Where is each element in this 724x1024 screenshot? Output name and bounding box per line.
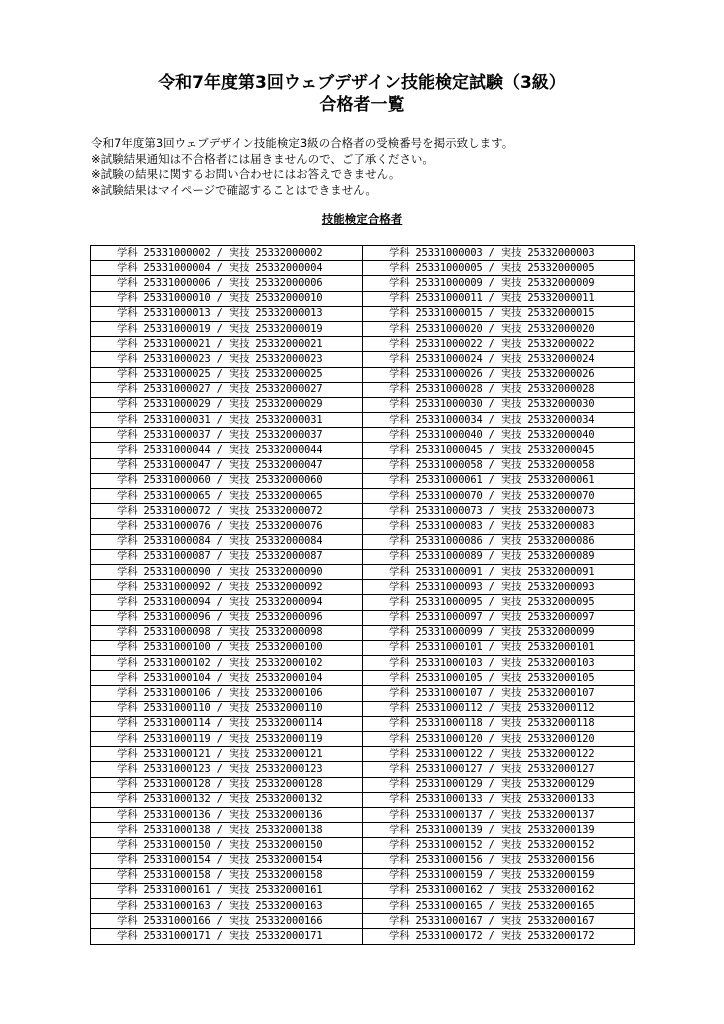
table-row: [91, 671, 635, 686]
passer-number-cell: 学科 25331000128 / 実技 25332000128: [91, 777, 363, 792]
passer-number-cell: 学科 25331000073 / 実技 25332000073: [363, 504, 635, 519]
table-row: [91, 868, 635, 883]
passer-number-cell: 学科 25331000076 / 実技 25332000076: [91, 519, 363, 534]
passer-number-cell: 学科 25331000070 / 実技 25332000070: [363, 489, 635, 504]
passer-number-cell: 学科 25331000110 / 実技 25332000110: [91, 701, 363, 716]
notice-list: [91, 136, 513, 198]
passer-number-cell: 学科 25331000167 / 実技 25332000167: [363, 914, 635, 929]
table-row: [91, 321, 635, 336]
passer-number-cell: 学科 25331000009 / 実技 25332000009: [363, 276, 635, 291]
passer-number-cell: 学科 25331000156 / 実技 25332000156: [363, 853, 635, 868]
table-row: [91, 777, 635, 792]
table-row: [91, 686, 635, 701]
table-row: [91, 549, 635, 564]
passer-number-cell: 学科 25331000060 / 実技 25332000060: [91, 473, 363, 488]
table-row: [91, 291, 635, 306]
passer-number-cell: 学科 25331000094 / 実技 25332000094: [91, 595, 363, 610]
table-heading: 技能検定合格者: [321, 212, 403, 226]
table-row: [91, 929, 635, 944]
table-heading-wrap: [0, 212, 724, 227]
passer-number-cell: 学科 25331000025 / 実技 25332000025: [91, 367, 363, 382]
passer-number-cell: 学科 25331000037 / 実技 25332000037: [91, 428, 363, 443]
passer-number-cell: 学科 25331000106 / 実技 25332000106: [91, 686, 363, 701]
table-row: [91, 413, 635, 428]
passer-number-cell: 学科 25331000040 / 実技 25332000040: [363, 428, 635, 443]
passer-number-cell: 学科 25331000159 / 実技 25332000159: [363, 868, 635, 883]
passer-number-cell: 学科 25331000105 / 実技 25332000105: [363, 671, 635, 686]
passer-number-cell: 学科 25331000031 / 実技 25332000031: [91, 413, 363, 428]
document-title: 令和7年度第3回ウェブデザイン技能検定試験（3級）: [158, 73, 566, 93]
notice-item: ※試験結果はマイページで確認することはできません。: [91, 182, 377, 197]
table-row: [91, 564, 635, 579]
passer-number-cell: 学科 25331000102 / 実技 25332000102: [91, 656, 363, 671]
passer-number-cell: 学科 25331000161 / 実技 25332000161: [91, 883, 363, 898]
table-row: [91, 701, 635, 716]
table-row: [91, 306, 635, 321]
passer-number-cell: 学科 25331000034 / 実技 25332000034: [363, 413, 635, 428]
passer-number-cell: 学科 25331000121 / 実技 25332000121: [91, 747, 363, 762]
passer-number-cell: 学科 25331000084 / 実技 25332000084: [91, 534, 363, 549]
table-row: [91, 397, 635, 412]
table-row: [91, 504, 635, 519]
table-row: [91, 276, 635, 291]
passer-number-cell: 学科 25331000006 / 実技 25332000006: [91, 276, 363, 291]
table-row: [91, 367, 635, 382]
passer-number-cell: 学科 25331000010 / 実技 25332000010: [91, 291, 363, 306]
passer-number-cell: 学科 25331000163 / 実技 25332000163: [91, 899, 363, 914]
passer-number-cell: 学科 25331000127 / 実技 25332000127: [363, 762, 635, 777]
table-row: [91, 580, 635, 595]
table-row: [91, 610, 635, 625]
passer-number-cell: 学科 25331000099 / 実技 25332000099: [363, 625, 635, 640]
table-row: [91, 853, 635, 868]
passer-number-cell: 学科 25331000162 / 実技 25332000162: [363, 883, 635, 898]
table-row: [91, 534, 635, 549]
passer-number-cell: 学科 25331000011 / 実技 25332000011: [363, 291, 635, 306]
passer-number-cell: 学科 25331000019 / 実技 25332000019: [91, 321, 363, 336]
table-row: [91, 656, 635, 671]
passer-number-cell: 学科 25331000165 / 実技 25332000165: [363, 899, 635, 914]
passer-number-cell: 学科 25331000119 / 実技 25332000119: [91, 732, 363, 747]
table-row: [91, 473, 635, 488]
passer-number-cell: 学科 25331000132 / 実技 25332000132: [91, 792, 363, 807]
table-row: [91, 914, 635, 929]
passer-number-cell: 学科 25331000104 / 実技 25332000104: [91, 671, 363, 686]
passer-number-cell: 学科 25331000098 / 実技 25332000098: [91, 625, 363, 640]
table-row: [91, 489, 635, 504]
table-row: [91, 899, 635, 914]
passer-number-cell: 学科 25331000003 / 実技 25332000003: [363, 246, 635, 261]
passer-number-cell: 学科 25331000092 / 実技 25332000092: [91, 580, 363, 595]
passer-number-cell: 学科 25331000138 / 実技 25332000138: [91, 823, 363, 838]
passer-number-cell: 学科 25331000123 / 実技 25332000123: [91, 762, 363, 777]
table-row: [91, 838, 635, 853]
passer-number-cell: 学科 25331000030 / 実技 25332000030: [363, 397, 635, 412]
table-row: [91, 595, 635, 610]
passer-number-cell: 学科 25331000095 / 実技 25332000095: [363, 595, 635, 610]
table-row: [91, 716, 635, 731]
passer-number-cell: 学科 25331000154 / 実技 25332000154: [91, 853, 363, 868]
passer-number-cell: 学科 25331000133 / 実技 25332000133: [363, 792, 635, 807]
passer-number-cell: 学科 25331000029 / 実技 25332000029: [91, 397, 363, 412]
passer-number-cell: 学科 25331000021 / 実技 25332000021: [91, 337, 363, 352]
passer-number-cell: 学科 25331000166 / 実技 25332000166: [91, 914, 363, 929]
passer-number-cell: 学科 25331000020 / 実技 25332000020: [363, 321, 635, 336]
passer-number-cell: 学科 25331000120 / 実技 25332000120: [363, 732, 635, 747]
table-row: [91, 337, 635, 352]
passer-number-cell: 学科 25331000028 / 実技 25332000028: [363, 382, 635, 397]
passer-number-cell: 学科 25331000129 / 実技 25332000129: [363, 777, 635, 792]
table-row: [91, 732, 635, 747]
notice-item: ※試験の結果に関するお問い合わせにはお答えできません。: [91, 167, 401, 181]
table-row: [91, 519, 635, 534]
passer-number-cell: 学科 25331000087 / 実技 25332000087: [91, 549, 363, 564]
table-row: [91, 261, 635, 276]
passer-number-cell: 学科 25331000023 / 実技 25332000023: [91, 352, 363, 367]
notice-item: ※試験結果通知は不合格者には届きませんので、ご了承ください。: [91, 151, 434, 166]
table-row: [91, 458, 635, 473]
passer-number-cell: 学科 25331000015 / 実技 25332000015: [363, 306, 635, 321]
passer-number-cell: 学科 25331000058 / 実技 25332000058: [363, 458, 635, 473]
passer-number-cell: 学科 25331000045 / 実技 25332000045: [363, 443, 635, 458]
passer-number-cell: 学科 25331000027 / 実技 25332000027: [91, 382, 363, 397]
passer-number-cell: 学科 25331000065 / 実技 25332000065: [91, 489, 363, 504]
table-row: [91, 823, 635, 838]
document-subtitle: 合格者一覧: [319, 95, 405, 115]
passer-number-cell: 学科 25331000103 / 実技 25332000103: [363, 656, 635, 671]
table-row: [91, 762, 635, 777]
passer-number-cell: 学科 25331000093 / 実技 25332000093: [363, 580, 635, 595]
passer-number-cell: 学科 25331000137 / 実技 25332000137: [363, 807, 635, 822]
passer-number-cell: 学科 25331000005 / 実技 25332000005: [363, 261, 635, 276]
table-row: [91, 382, 635, 397]
passer-number-cell: 学科 25331000100 / 実技 25332000100: [91, 640, 363, 655]
passer-number-cell: 学科 25331000002 / 実技 25332000002: [91, 246, 363, 261]
table-row: [91, 640, 635, 655]
passer-number-cell: 学科 25331000072 / 実技 25332000072: [91, 504, 363, 519]
table-row: [91, 625, 635, 640]
passer-number-cell: 学科 25331000114 / 実技 25332000114: [91, 716, 363, 731]
passer-number-cell: 学科 25331000004 / 実技 25332000004: [91, 261, 363, 276]
passer-number-cell: 学科 25331000172 / 実技 25332000172: [363, 929, 635, 944]
passer-number-cell: 学科 25331000139 / 実技 25332000139: [363, 823, 635, 838]
passer-number-cell: 学科 25331000122 / 実技 25332000122: [363, 747, 635, 762]
passer-number-cell: 学科 25331000091 / 実技 25332000091: [363, 564, 635, 579]
table-row: [91, 807, 635, 822]
passer-number-cell: 学科 25331000090 / 実技 25332000090: [91, 564, 363, 579]
passer-number-cell: 学科 25331000061 / 実技 25332000061: [363, 473, 635, 488]
table-row: [91, 747, 635, 762]
table-row: [91, 246, 635, 261]
table-row: [91, 792, 635, 807]
table-row: [91, 428, 635, 443]
table-row: [91, 883, 635, 898]
table-row: [91, 443, 635, 458]
passer-number-cell: 学科 25331000086 / 実技 25332000086: [363, 534, 635, 549]
passer-table-body: [91, 246, 635, 945]
passer-number-cell: 学科 25331000044 / 実技 25332000044: [91, 443, 363, 458]
passer-number-cell: 学科 25331000152 / 実技 25332000152: [363, 838, 635, 853]
passer-number-cell: 学科 25331000024 / 実技 25332000024: [363, 352, 635, 367]
passer-number-cell: 学科 25331000118 / 実技 25332000118: [363, 716, 635, 731]
passer-number-cell: 学科 25331000047 / 実技 25332000047: [91, 458, 363, 473]
table-row: [91, 352, 635, 367]
passer-number-cell: 学科 25331000026 / 実技 25332000026: [363, 367, 635, 382]
passer-number-cell: 学科 25331000101 / 実技 25332000101: [363, 640, 635, 655]
passer-number-cell: 学科 25331000097 / 実技 25332000097: [363, 610, 635, 625]
passer-number-cell: 学科 25331000171 / 実技 25332000171: [91, 929, 363, 944]
passer-number-cell: 学科 25331000022 / 実技 25332000022: [363, 337, 635, 352]
passer-number-cell: 学科 25331000083 / 実技 25332000083: [363, 519, 635, 534]
passer-number-cell: 学科 25331000096 / 実技 25332000096: [91, 610, 363, 625]
passer-number-cell: 学科 25331000089 / 実技 25332000089: [363, 549, 635, 564]
passer-number-cell: 学科 25331000150 / 実技 25332000150: [91, 838, 363, 853]
passer-number-cell: 学科 25331000112 / 実技 25332000112: [363, 701, 635, 716]
notice-intro: 令和7年度第3回ウェブデザイン技能検定3級の合格者の受検番号を掲示致します。: [91, 136, 514, 150]
passer-number-cell: 学科 25331000013 / 実技 25332000013: [91, 306, 363, 321]
passer-number-cell: 学科 25331000136 / 実技 25332000136: [91, 807, 363, 822]
passer-number-cell: 学科 25331000107 / 実技 25332000107: [363, 686, 635, 701]
passer-table: [90, 245, 635, 945]
passer-number-cell: 学科 25331000158 / 実技 25332000158: [91, 868, 363, 883]
